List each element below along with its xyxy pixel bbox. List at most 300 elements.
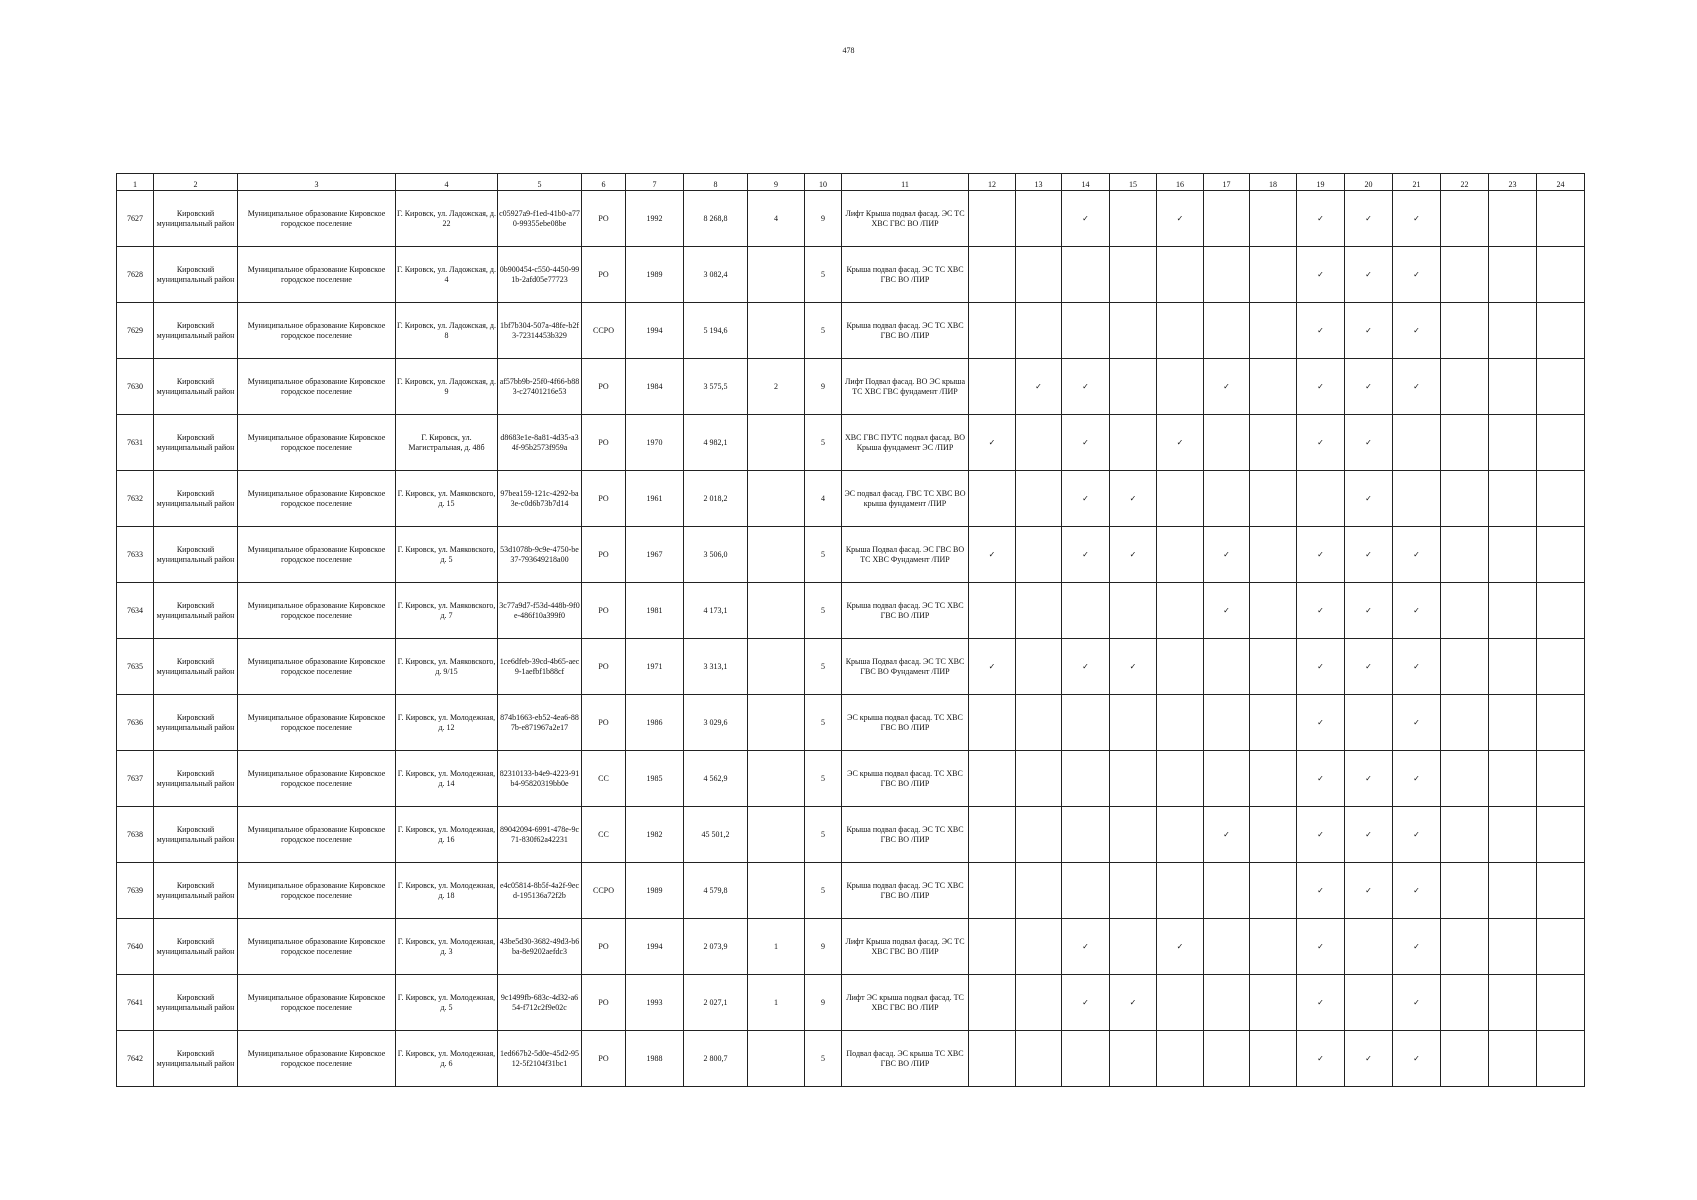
check-mark-icon: ✓ <box>1393 247 1441 303</box>
check-mark-icon: ✓ <box>1157 191 1204 247</box>
empty-cell <box>1016 1031 1062 1087</box>
works-list-cell: Лифт Крыша подвал фасад. ЭС ТС ХВС ГВС ВО /ПИР <box>842 919 969 975</box>
floors-cell: 9 <box>805 919 842 975</box>
year-cell: 1994 <box>626 919 684 975</box>
empty-cell <box>1393 471 1441 527</box>
check-mark-icon: ✓ <box>1204 359 1250 415</box>
empty-cell <box>1110 695 1157 751</box>
empty-cell <box>1441 863 1489 919</box>
empty-cell <box>1016 975 1062 1031</box>
empty-cell <box>1489 695 1537 751</box>
floors-cell: 5 <box>805 415 842 471</box>
empty-cell <box>1157 695 1204 751</box>
works-list-cell: Лифт Подвал фасад. ВО ЭС крыша ТС ХВС ГВС фундамент /ПИР <box>842 359 969 415</box>
elevator-count-cell <box>748 415 805 471</box>
empty-cell <box>1110 583 1157 639</box>
district-cell: Кировский муниципальный район <box>154 1031 238 1087</box>
check-mark-icon: ✓ <box>1345 1031 1393 1087</box>
area-cell: 2 027,1 <box>684 975 748 1031</box>
empty-cell <box>1016 695 1062 751</box>
check-mark-icon: ✓ <box>1110 639 1157 695</box>
house-guid-cell: 1bf7b304-507a-48fe-b2f3-72314453b329 <box>498 303 582 359</box>
empty-cell <box>1489 471 1537 527</box>
empty-cell <box>969 471 1016 527</box>
check-mark-icon: ✓ <box>1345 583 1393 639</box>
check-mark-icon: ✓ <box>1062 471 1110 527</box>
empty-cell <box>1537 415 1585 471</box>
empty-cell <box>1441 695 1489 751</box>
check-mark-icon: ✓ <box>969 415 1016 471</box>
empty-cell <box>1537 583 1585 639</box>
check-mark-icon: ✓ <box>1157 919 1204 975</box>
check-mark-icon: ✓ <box>1297 751 1345 807</box>
ownership-type-cell: РО <box>582 975 626 1031</box>
elevator-count-cell <box>748 639 805 695</box>
empty-cell <box>1157 863 1204 919</box>
ownership-type-cell: РО <box>582 471 626 527</box>
empty-cell <box>1537 975 1585 1031</box>
column-header: 9 <box>748 174 805 191</box>
check-mark-icon: ✓ <box>1393 807 1441 863</box>
empty-cell <box>1489 415 1537 471</box>
district-cell: Кировский муниципальный район <box>154 863 238 919</box>
column-header: 1 <box>117 174 154 191</box>
elevator-count-cell <box>748 863 805 919</box>
floors-cell: 5 <box>805 247 842 303</box>
empty-cell <box>1204 975 1250 1031</box>
check-mark-icon: ✓ <box>1393 191 1441 247</box>
address-cell: Г. Кировск, ул. Маяковского, д. 7 <box>396 583 498 639</box>
district-cell: Кировский муниципальный район <box>154 471 238 527</box>
floors-cell: 5 <box>805 527 842 583</box>
district-cell: Кировский муниципальный район <box>154 359 238 415</box>
empty-cell <box>1537 471 1585 527</box>
ownership-type-cell: РО <box>582 639 626 695</box>
area-cell: 2 800,7 <box>684 1031 748 1087</box>
works-list-cell: ЭС подвал фасад. ГВС ТС ХВС ВО крыша фундамент /ПИР <box>842 471 969 527</box>
works-list-cell: Крыша подвал фасад. ЭС ТС ХВС ГВС ВО /ПИР <box>842 863 969 919</box>
empty-cell <box>1016 807 1062 863</box>
empty-cell <box>1016 527 1062 583</box>
municipality-cell: Муниципальное образование Кировское городское поселение <box>238 751 396 807</box>
empty-cell <box>1489 359 1537 415</box>
district-cell: Кировский муниципальный район <box>154 751 238 807</box>
house-guid-cell: 9c1499fb-683c-4d32-a654-f712c2f9e02c <box>498 975 582 1031</box>
address-cell: Г. Кировск, ул. Молодежная, д. 14 <box>396 751 498 807</box>
row-number: 7636 <box>117 695 154 751</box>
empty-cell <box>1016 751 1062 807</box>
elevator-count-cell: 4 <box>748 191 805 247</box>
municipality-cell: Муниципальное образование Кировское городское поселение <box>238 359 396 415</box>
check-mark-icon: ✓ <box>1345 751 1393 807</box>
column-header: 8 <box>684 174 748 191</box>
table-row <box>117 751 1585 807</box>
house-guid-cell: af57bb9b-25f0-4f66-b883-c27401216e53 <box>498 359 582 415</box>
row-number: 7630 <box>117 359 154 415</box>
column-header: 4 <box>396 174 498 191</box>
empty-cell <box>1204 191 1250 247</box>
works-list-cell: ХВС ГВС ПУТС подвал фасад. ВО Крыша фундамент ЭС /ПИР <box>842 415 969 471</box>
row-number: 7634 <box>117 583 154 639</box>
table-row <box>117 807 1585 863</box>
house-guid-cell: 1ce6dfeb-39cd-4b65-aec9-1aefbf1b88cf <box>498 639 582 695</box>
works-list-cell: Крыша подвал фасад. ЭС ТС ХВС ГВС ВО /ПИР <box>842 807 969 863</box>
elevator-count-cell <box>748 247 805 303</box>
year-cell: 1992 <box>626 191 684 247</box>
column-header: 15 <box>1110 174 1157 191</box>
check-mark-icon: ✓ <box>1062 639 1110 695</box>
check-mark-icon: ✓ <box>1393 303 1441 359</box>
table-row <box>117 583 1585 639</box>
check-mark-icon: ✓ <box>1297 583 1345 639</box>
works-list-cell: Лифт ЭС крыша подвал фасад. ТС ХВС ГВС ВО /ПИР <box>842 975 969 1031</box>
empty-cell <box>969 191 1016 247</box>
header-row <box>117 174 1585 191</box>
check-mark-icon: ✓ <box>1393 695 1441 751</box>
check-mark-icon: ✓ <box>1393 751 1441 807</box>
empty-cell <box>1441 583 1489 639</box>
house-guid-cell: 89042094-6991-478e-9c71-830f62a42231 <box>498 807 582 863</box>
row-number: 7640 <box>117 919 154 975</box>
empty-cell <box>1441 919 1489 975</box>
check-mark-icon: ✓ <box>969 639 1016 695</box>
empty-cell <box>1062 807 1110 863</box>
table-row <box>117 415 1585 471</box>
floors-cell: 5 <box>805 751 842 807</box>
empty-cell <box>1157 583 1204 639</box>
floors-cell: 9 <box>805 359 842 415</box>
check-mark-icon: ✓ <box>1204 527 1250 583</box>
empty-cell <box>1489 583 1537 639</box>
empty-cell <box>1016 415 1062 471</box>
row-number: 7633 <box>117 527 154 583</box>
row-number: 7629 <box>117 303 154 359</box>
row-number: 7627 <box>117 191 154 247</box>
empty-cell <box>969 359 1016 415</box>
column-header: 17 <box>1204 174 1250 191</box>
check-mark-icon: ✓ <box>1062 527 1110 583</box>
check-mark-icon: ✓ <box>1393 919 1441 975</box>
empty-cell <box>1062 1031 1110 1087</box>
empty-cell <box>1062 863 1110 919</box>
municipality-cell: Муниципальное образование Кировское городское поселение <box>238 1031 396 1087</box>
check-mark-icon: ✓ <box>969 527 1016 583</box>
address-cell: Г. Кировск, ул. Ладожская, д. 22 <box>396 191 498 247</box>
district-cell: Кировский муниципальный район <box>154 695 238 751</box>
column-header: 22 <box>1441 174 1489 191</box>
floors-cell: 5 <box>805 807 842 863</box>
row-number: 7632 <box>117 471 154 527</box>
district-cell: Кировский муниципальный район <box>154 247 238 303</box>
column-header: 12 <box>969 174 1016 191</box>
municipality-cell: Муниципальное образование Кировское городское поселение <box>238 303 396 359</box>
municipality-cell: Муниципальное образование Кировское городское поселение <box>238 975 396 1031</box>
house-guid-cell: c05927a9-f1ed-41b0-a770-99355ebe08be <box>498 191 582 247</box>
check-mark-icon: ✓ <box>1297 1031 1345 1087</box>
district-cell: Кировский муниципальный район <box>154 583 238 639</box>
empty-cell <box>1016 191 1062 247</box>
works-list-cell: Крыша подвал фасад. ЭС ТС ХВС ГВС ВО /ПИР <box>842 303 969 359</box>
ownership-type-cell: РО <box>582 1031 626 1087</box>
empty-cell <box>1157 359 1204 415</box>
empty-cell <box>1441 751 1489 807</box>
row-number: 7639 <box>117 863 154 919</box>
check-mark-icon: ✓ <box>1157 415 1204 471</box>
area-cell: 8 268,8 <box>684 191 748 247</box>
year-cell: 1982 <box>626 807 684 863</box>
table-row <box>117 695 1585 751</box>
empty-cell <box>969 303 1016 359</box>
ownership-type-cell: РО <box>582 919 626 975</box>
empty-cell <box>1537 863 1585 919</box>
check-mark-icon: ✓ <box>1110 471 1157 527</box>
empty-cell <box>1250 527 1297 583</box>
ownership-type-cell: СС <box>582 807 626 863</box>
floors-cell: 5 <box>805 863 842 919</box>
check-mark-icon: ✓ <box>1297 303 1345 359</box>
house-guid-cell: 874b1663-eb52-4ea6-887b-e871967a2e17 <box>498 695 582 751</box>
empty-cell <box>1016 919 1062 975</box>
area-cell: 4 562,9 <box>684 751 748 807</box>
empty-cell <box>1110 863 1157 919</box>
empty-cell <box>1016 639 1062 695</box>
check-mark-icon: ✓ <box>1062 919 1110 975</box>
municipality-cell: Муниципальное образование Кировское городское поселение <box>238 527 396 583</box>
column-header: 14 <box>1062 174 1110 191</box>
empty-cell <box>1537 247 1585 303</box>
empty-cell <box>1062 303 1110 359</box>
empty-cell <box>969 975 1016 1031</box>
address-cell: Г. Кировск, ул. Маяковского, д. 5 <box>396 527 498 583</box>
check-mark-icon: ✓ <box>1345 639 1393 695</box>
empty-cell <box>969 583 1016 639</box>
district-cell: Кировский муниципальный район <box>154 527 238 583</box>
empty-cell <box>1110 1031 1157 1087</box>
empty-cell <box>1062 695 1110 751</box>
row-number: 7638 <box>117 807 154 863</box>
works-list-cell: Крыша Подвал фасад. ЭС ГВС ВО ТС ХВС Фундамент /ПИР <box>842 527 969 583</box>
column-header: 5 <box>498 174 582 191</box>
ownership-type-cell: СС <box>582 751 626 807</box>
floors-cell: 9 <box>805 191 842 247</box>
check-mark-icon: ✓ <box>1393 639 1441 695</box>
elevator-count-cell: 1 <box>748 975 805 1031</box>
check-mark-icon: ✓ <box>1297 359 1345 415</box>
municipality-cell: Муниципальное образование Кировское городское поселение <box>238 471 396 527</box>
works-list-cell: Крыша подвал фасад. ЭС ТС ХВС ГВС ВО /ПИР <box>842 247 969 303</box>
empty-cell <box>1441 247 1489 303</box>
column-header: 18 <box>1250 174 1297 191</box>
empty-cell <box>1157 247 1204 303</box>
year-cell: 1989 <box>626 863 684 919</box>
check-mark-icon: ✓ <box>1393 583 1441 639</box>
empty-cell <box>1157 471 1204 527</box>
row-number: 7628 <box>117 247 154 303</box>
column-header: 11 <box>842 174 969 191</box>
floors-cell: 5 <box>805 1031 842 1087</box>
column-header: 3 <box>238 174 396 191</box>
empty-cell <box>1441 639 1489 695</box>
empty-cell <box>969 695 1016 751</box>
floors-cell: 5 <box>805 695 842 751</box>
district-cell: Кировский муниципальный район <box>154 919 238 975</box>
check-mark-icon: ✓ <box>1297 695 1345 751</box>
empty-cell <box>1489 191 1537 247</box>
empty-cell <box>1489 639 1537 695</box>
column-header: 13 <box>1016 174 1062 191</box>
house-guid-cell: 1ed667b2-5d0e-45d2-9512-5f2104f31bc1 <box>498 1031 582 1087</box>
column-header: 16 <box>1157 174 1204 191</box>
house-guid-cell: 82310133-b4e9-4223-91b4-95820319bb0e <box>498 751 582 807</box>
year-cell: 1971 <box>626 639 684 695</box>
empty-cell <box>1250 247 1297 303</box>
check-mark-icon: ✓ <box>1297 247 1345 303</box>
empty-cell <box>1204 415 1250 471</box>
table-row <box>117 639 1585 695</box>
year-cell: 1984 <box>626 359 684 415</box>
area-cell: 5 194,6 <box>684 303 748 359</box>
municipality-cell: Муниципальное образование Кировское городское поселение <box>238 639 396 695</box>
address-cell: Г. Кировск, ул. Маяковского, д. 15 <box>396 471 498 527</box>
empty-cell <box>969 247 1016 303</box>
floors-cell: 4 <box>805 471 842 527</box>
check-mark-icon: ✓ <box>1345 471 1393 527</box>
empty-cell <box>1110 191 1157 247</box>
empty-cell <box>1537 527 1585 583</box>
address-cell: Г. Кировск, ул. Ладожская, д. 9 <box>396 359 498 415</box>
empty-cell <box>1489 919 1537 975</box>
empty-cell <box>1157 639 1204 695</box>
column-header: 10 <box>805 174 842 191</box>
municipality-cell: Муниципальное образование Кировское городское поселение <box>238 863 396 919</box>
check-mark-icon: ✓ <box>1062 975 1110 1031</box>
empty-cell <box>1250 1031 1297 1087</box>
empty-cell <box>1250 415 1297 471</box>
ownership-type-cell: РО <box>582 695 626 751</box>
empty-cell <box>1489 975 1537 1031</box>
empty-cell <box>1441 471 1489 527</box>
check-mark-icon: ✓ <box>1393 975 1441 1031</box>
empty-cell <box>1204 471 1250 527</box>
house-guid-cell: 43be5d30-3682-49d3-b6ba-8e9202aefdc3 <box>498 919 582 975</box>
empty-cell <box>1489 863 1537 919</box>
check-mark-icon: ✓ <box>1110 527 1157 583</box>
check-mark-icon: ✓ <box>1297 415 1345 471</box>
table-row <box>117 863 1585 919</box>
empty-cell <box>1250 359 1297 415</box>
address-cell: Г. Кировск, ул. Маяковского, д. 9/15 <box>396 639 498 695</box>
ownership-type-cell: РО <box>582 191 626 247</box>
empty-cell <box>1157 751 1204 807</box>
year-cell: 1993 <box>626 975 684 1031</box>
empty-cell <box>1110 807 1157 863</box>
empty-cell <box>1441 1031 1489 1087</box>
area-cell: 4 579,8 <box>684 863 748 919</box>
empty-cell <box>1016 863 1062 919</box>
empty-cell <box>1489 1031 1537 1087</box>
elevator-count-cell <box>748 807 805 863</box>
empty-cell <box>1016 471 1062 527</box>
works-list-cell: Крыша подвал фасад. ЭС ТС ХВС ГВС ВО /ПИР <box>842 583 969 639</box>
check-mark-icon: ✓ <box>1062 359 1110 415</box>
column-header: 21 <box>1393 174 1441 191</box>
check-mark-icon: ✓ <box>1110 975 1157 1031</box>
check-mark-icon: ✓ <box>1393 863 1441 919</box>
table-row <box>117 527 1585 583</box>
empty-cell <box>1062 751 1110 807</box>
table-body <box>117 191 1585 1087</box>
empty-cell <box>969 863 1016 919</box>
municipality-cell: Муниципальное образование Кировское городское поселение <box>238 191 396 247</box>
floors-cell: 5 <box>805 583 842 639</box>
empty-cell <box>1441 415 1489 471</box>
check-mark-icon: ✓ <box>1297 919 1345 975</box>
column-header: 19 <box>1297 174 1345 191</box>
empty-cell <box>969 1031 1016 1087</box>
year-cell: 1985 <box>626 751 684 807</box>
elevator-count-cell <box>748 471 805 527</box>
empty-cell <box>1345 695 1393 751</box>
check-mark-icon: ✓ <box>1297 807 1345 863</box>
check-mark-icon: ✓ <box>1345 191 1393 247</box>
year-cell: 1989 <box>626 247 684 303</box>
empty-cell <box>1204 1031 1250 1087</box>
check-mark-icon: ✓ <box>1345 415 1393 471</box>
ownership-type-cell: ССРО <box>582 863 626 919</box>
year-cell: 1970 <box>626 415 684 471</box>
row-number: 7637 <box>117 751 154 807</box>
empty-cell <box>1250 751 1297 807</box>
empty-cell <box>1250 471 1297 527</box>
empty-cell <box>1157 807 1204 863</box>
area-cell: 4 982,1 <box>684 415 748 471</box>
area-cell: 2 018,2 <box>684 471 748 527</box>
table-row <box>117 303 1585 359</box>
area-cell: 45 501,2 <box>684 807 748 863</box>
empty-cell <box>1110 415 1157 471</box>
empty-cell <box>1110 919 1157 975</box>
registry-table <box>116 173 1585 1087</box>
empty-cell <box>1250 639 1297 695</box>
empty-cell <box>1537 1031 1585 1087</box>
empty-cell <box>1250 975 1297 1031</box>
table-row <box>117 359 1585 415</box>
year-cell: 1986 <box>626 695 684 751</box>
empty-cell <box>1250 583 1297 639</box>
address-cell: Г. Кировск, ул. Молодежная, д. 3 <box>396 919 498 975</box>
check-mark-icon: ✓ <box>1297 527 1345 583</box>
empty-cell <box>1157 975 1204 1031</box>
works-list-cell: Крыша Подвал фасад. ЭС ТС ХВС ГВС ВО Фундамент /ПИР <box>842 639 969 695</box>
empty-cell <box>1441 975 1489 1031</box>
empty-cell <box>1297 471 1345 527</box>
house-guid-cell: 97bea159-121c-4292-ba3e-c0d6b73b7d14 <box>498 471 582 527</box>
works-list-cell: Лифт Крыша подвал фасад. ЭС ТС ХВС ГВС ВО /ПИР <box>842 191 969 247</box>
year-cell: 1961 <box>626 471 684 527</box>
elevator-count-cell <box>748 303 805 359</box>
empty-cell <box>1157 303 1204 359</box>
empty-cell <box>1204 863 1250 919</box>
table-row <box>117 1031 1585 1087</box>
house-guid-cell: 3c77a9d7-f53d-448b-9f0e-486f10a399f0 <box>498 583 582 639</box>
column-header: 2 <box>154 174 238 191</box>
empty-cell <box>1250 863 1297 919</box>
check-mark-icon: ✓ <box>1062 191 1110 247</box>
works-list-cell: ЭС крыша подвал фасад. ТС ХВС ГВС ВО /ПИР <box>842 751 969 807</box>
house-guid-cell: 0b900454-c550-4450-991b-2afd05e77723 <box>498 247 582 303</box>
address-cell: Г. Кировск, ул. Молодежная, д. 5 <box>396 975 498 1031</box>
empty-cell <box>1157 527 1204 583</box>
